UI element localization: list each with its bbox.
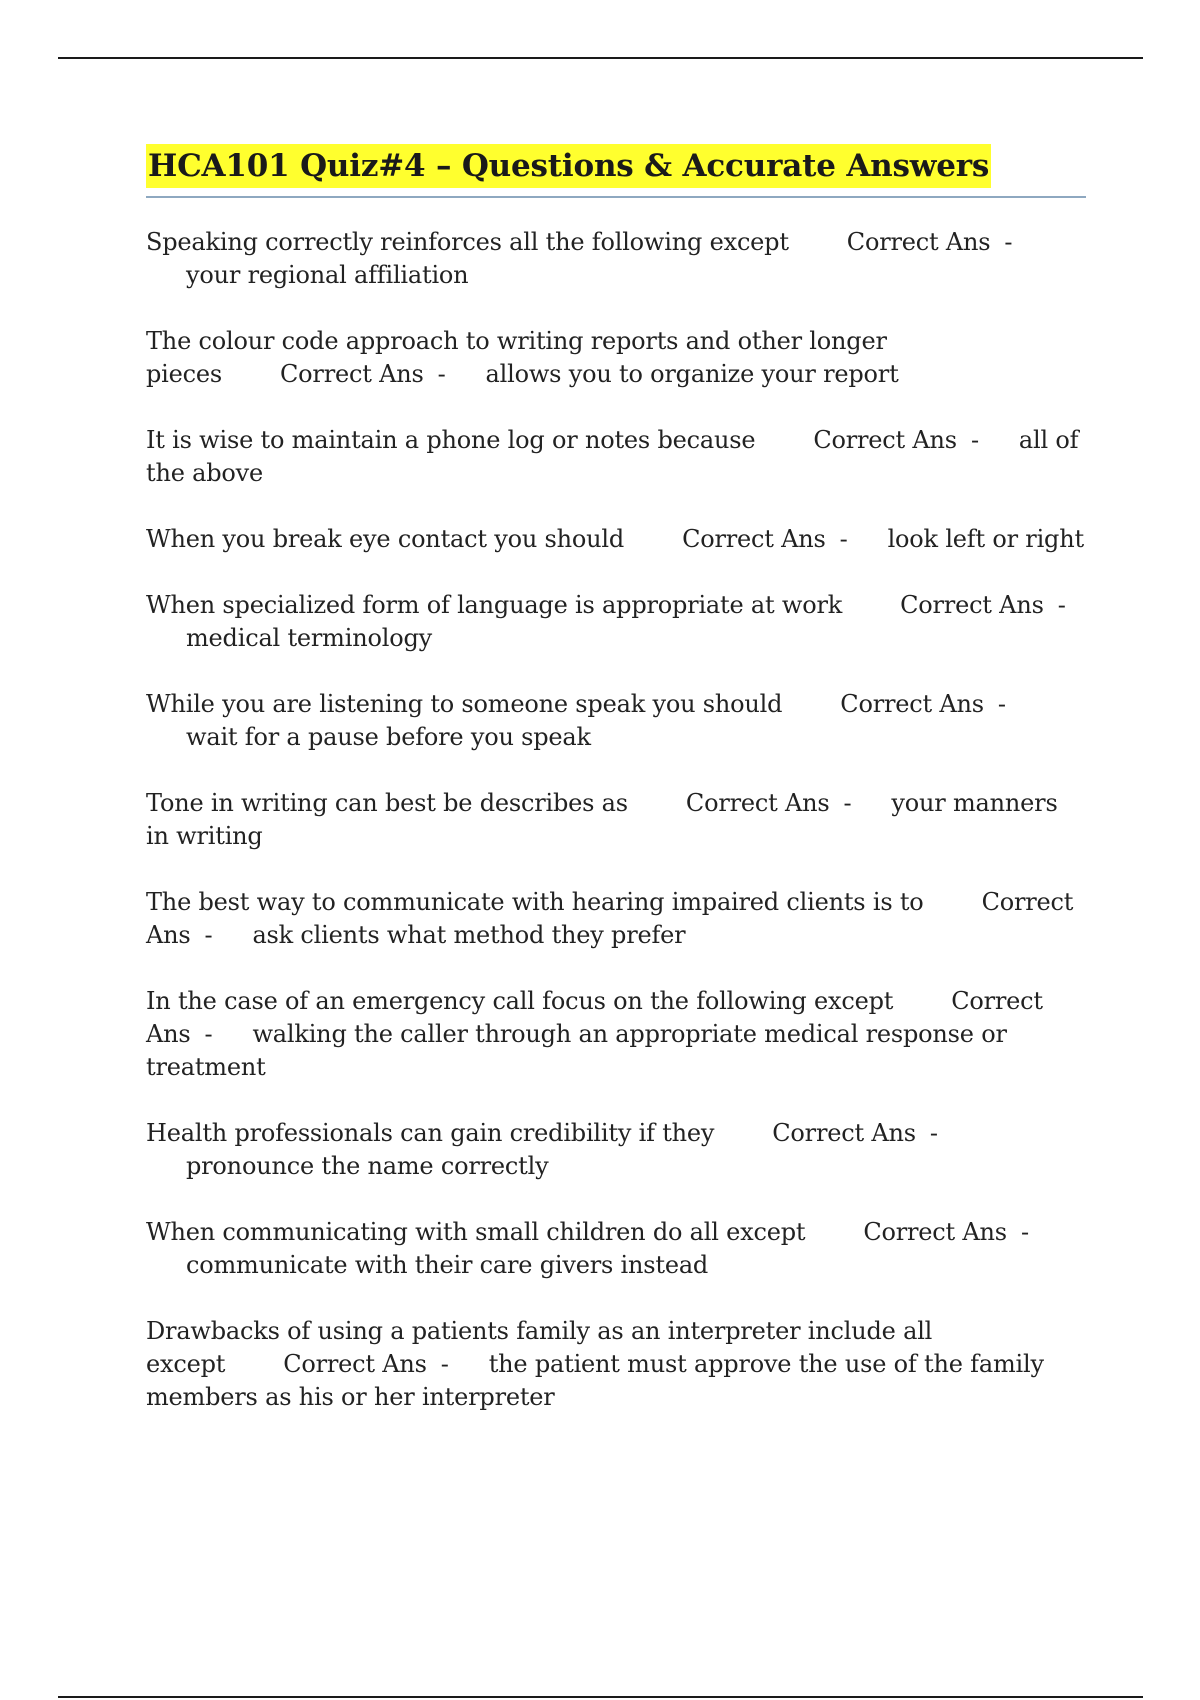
separator: - (970, 426, 979, 454)
question-text: When specialized form of language is appropriate at work (146, 591, 843, 619)
question-text: Speaking correctly reinforces all the following except (146, 228, 789, 256)
header-rule (58, 57, 1143, 59)
answer-text: walking the caller through an appropriate medical response or treatment (146, 1020, 1007, 1081)
qa-item (146, 1216, 1086, 1282)
answer-text: the patient must approve the use of the family members as his or her interpreter (146, 1350, 1044, 1411)
answer-text: allows you to organize your report (485, 360, 899, 388)
separator: - (204, 1020, 213, 1048)
question-text: While you are listening to someone speak you should (146, 690, 783, 718)
correct-label: Correct Ans (846, 228, 991, 256)
answer-text: look left or right (887, 525, 1084, 553)
separator: - (204, 921, 213, 949)
question-text: When you break eye contact you should (146, 525, 625, 553)
correct-label: Correct Ans (283, 1350, 427, 1378)
separator: - (929, 1119, 938, 1147)
answer-text: your manners in writing (146, 789, 1058, 850)
qa-item (146, 1117, 1086, 1183)
separator: - (440, 1350, 449, 1378)
qa-item (146, 523, 1086, 556)
question-text: Tone in writing can best be describes as (146, 789, 628, 817)
qa-item (146, 1315, 1086, 1414)
correct-label: Correct Ans (685, 789, 830, 817)
qa-item (146, 886, 1086, 952)
qa-item (146, 424, 1086, 490)
title-block (146, 144, 1086, 198)
question-text: When communicating with small children do all except (146, 1218, 806, 1246)
question-text: Drawbacks of using a patients family as an interpreter include all except (146, 1317, 933, 1378)
correct-label: Correct Ans (840, 690, 984, 718)
answer-text: ask clients what method they prefer (252, 921, 686, 949)
separator: - (839, 525, 848, 553)
correct-label: Correct Ans (900, 591, 1044, 619)
qa-item (146, 787, 1086, 853)
answer-text: communicate with their care givers instead (186, 1251, 709, 1279)
answer-text: your regional affiliation (186, 261, 469, 289)
question-text: Health professionals can gain credibility if they (146, 1119, 715, 1147)
correct-label: Correct Ans (682, 525, 826, 553)
qa-item (146, 226, 1086, 292)
separator: - (997, 690, 1006, 718)
separator: - (1057, 591, 1066, 619)
page-title: HCA101 Quiz#4 – Questions & Accurate Answers (146, 144, 991, 188)
separator: - (843, 789, 852, 817)
qa-item (146, 688, 1086, 754)
separator: - (1020, 1218, 1029, 1246)
qa-list (146, 226, 1086, 1414)
correct-label: Correct Ans (280, 360, 424, 388)
answer-text: all of the above (146, 426, 1079, 487)
qa-item (146, 985, 1086, 1084)
correct-label: Correct Ans (863, 1218, 1007, 1246)
correct-label: Correct Ans (813, 426, 957, 454)
qa-item (146, 589, 1086, 655)
answer-text: medical terminology (186, 624, 432, 652)
correct-label: Correct Ans (146, 888, 1074, 949)
question-text: The colour code approach to writing reports and other longer pieces (146, 327, 887, 388)
question-text: In the case of an emergency call focus on the following except (146, 987, 894, 1015)
correct-label: Correct Ans (772, 1119, 916, 1147)
footer-rule (58, 1696, 1143, 1698)
question-text: It is wise to maintain a phone log or notes because (146, 426, 756, 454)
separator: - (437, 360, 446, 388)
correct-label: Correct Ans (146, 987, 1043, 1048)
document-body (146, 144, 1086, 1447)
qa-item (146, 325, 1086, 391)
answer-text: pronounce the name correctly (186, 1152, 549, 1180)
answer-text: wait for a pause before you speak (186, 723, 591, 751)
question-text: The best way to communicate with hearing impaired clients is to (146, 888, 924, 916)
separator: - (1004, 228, 1013, 256)
